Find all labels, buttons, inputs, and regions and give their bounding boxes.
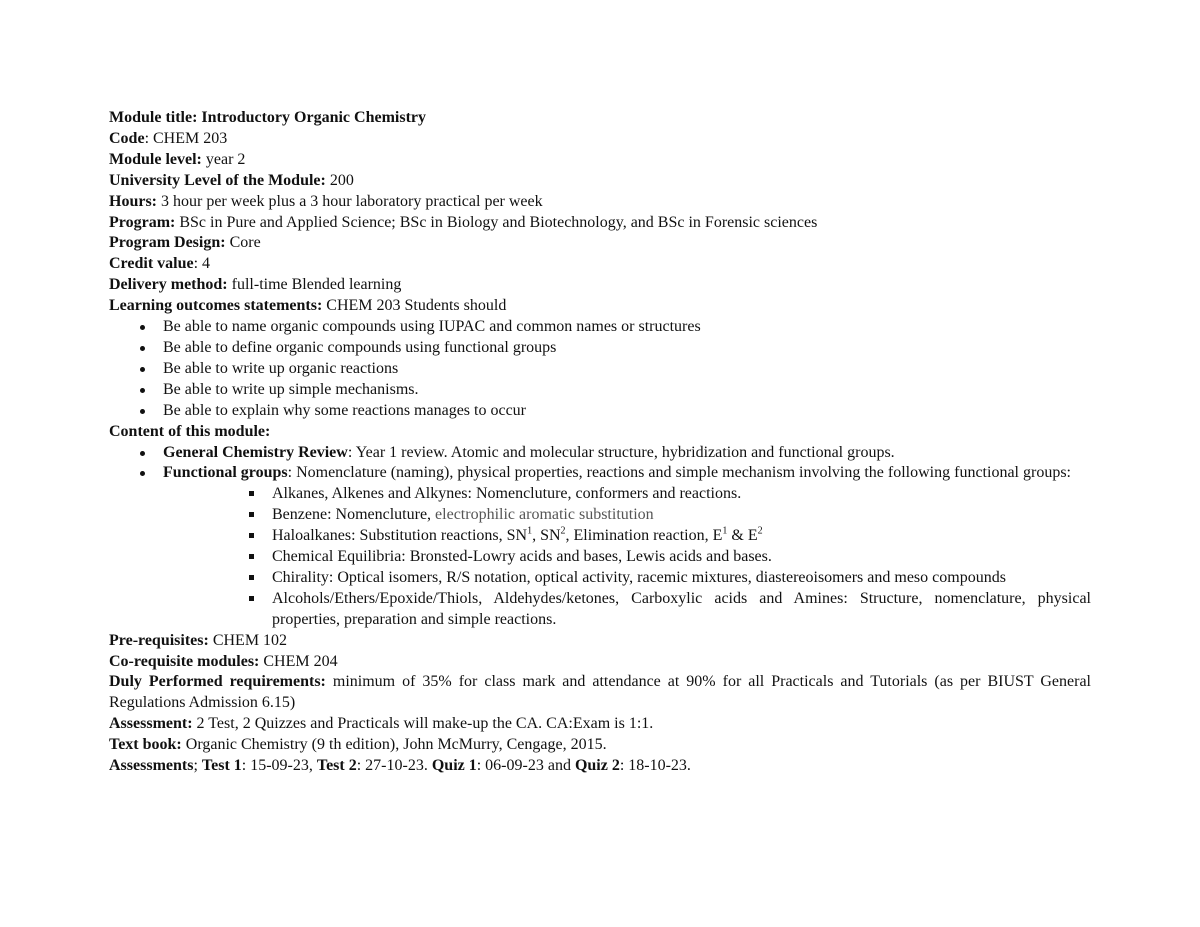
textbook-label: Text book: bbox=[109, 736, 182, 754]
halo-text-4: & E bbox=[727, 527, 758, 545]
content-heading bbox=[109, 422, 1091, 443]
code-label: Code bbox=[109, 129, 145, 147]
code-line bbox=[109, 129, 1091, 150]
list-item: Be able to write up simple mechanisms. bbox=[109, 380, 1091, 401]
gcr-label: General Chemistry Review bbox=[163, 443, 348, 461]
program-line bbox=[109, 213, 1091, 234]
learning-outcomes-intro: CHEM 203 Students should bbox=[322, 297, 507, 315]
program-design-value: Core bbox=[225, 234, 261, 252]
gcr-text: : Year 1 review. Atomic and molecular structure, hybridization and functional groups. bbox=[347, 443, 895, 461]
module-title-line bbox=[109, 108, 1091, 129]
list-item: Be able to name organic compounds using IUPAC and common names or structures bbox=[109, 317, 1091, 338]
sub-item-alcohols: Alcohols/Ethers/Epoxide/Thiols, Aldehydes/ketones, Carboxylic acids and Amines: Structure, nomenclature, physical properties, preparation and simple reactions. bbox=[163, 589, 1091, 631]
module-title-value: Introductory Organic Chemistry bbox=[201, 109, 426, 126]
halo-sup-4: 2 bbox=[757, 525, 763, 537]
quiz1-label: Quiz 1 bbox=[431, 757, 477, 775]
sub-item-equilibria: Chemical Equilibria: Bronsted-Lowry acids and bases, Lewis acids and bases. bbox=[163, 547, 1091, 568]
quiz1-value: : 06-09-23 and bbox=[476, 757, 575, 775]
module-level-line bbox=[109, 150, 1091, 171]
learning-outcomes-label: Learning outcomes statements: bbox=[109, 297, 323, 315]
corequisites-line bbox=[109, 652, 1091, 673]
sub-item-alkanes: Alkanes, Alkenes and Alkynes: Nomencluture, conformers and reactions. bbox=[163, 484, 1091, 505]
list-item: Be able to write up organic reactions bbox=[109, 359, 1091, 380]
corequisites-label: Co-requisite modules: bbox=[109, 652, 260, 670]
program-label: Program: bbox=[109, 213, 176, 231]
sub-item-haloalkanes bbox=[163, 526, 1091, 547]
functional-groups-sublist bbox=[109, 484, 1091, 630]
halo-sup-3: 1 bbox=[722, 525, 728, 537]
general-chemistry-review-item bbox=[109, 443, 1091, 464]
sub-item-benzene bbox=[163, 505, 1091, 526]
learning-outcomes-heading bbox=[109, 296, 1091, 317]
test2-label: Test 2 bbox=[316, 757, 357, 775]
module-level-label: Module level: bbox=[109, 150, 202, 168]
assessment-line bbox=[109, 714, 1091, 735]
functional-groups-text bbox=[163, 463, 1091, 484]
university-level-label: University Level of the Module: bbox=[109, 171, 326, 189]
quiz2-label: Quiz 2 bbox=[574, 757, 620, 775]
content-label: Content of this module: bbox=[109, 422, 271, 440]
benzene-text: Benzene: Nomencluture, bbox=[272, 506, 436, 524]
credit-value-label: Credit value bbox=[109, 255, 194, 273]
delivery-method-line bbox=[109, 275, 1091, 296]
hours-line bbox=[109, 192, 1091, 213]
test1-value: : 15-09-23, bbox=[241, 757, 317, 775]
university-level-line bbox=[109, 171, 1091, 192]
quiz2-value: : 18-10-23. bbox=[619, 757, 691, 775]
module-title-label: Module title: bbox=[109, 109, 198, 126]
test2-value: : 27-10-23. bbox=[356, 757, 432, 775]
code-value: : CHEM 203 bbox=[144, 129, 228, 147]
credit-value-value: : 4 bbox=[193, 255, 211, 273]
halo-sup-1: 1 bbox=[527, 525, 533, 537]
halo-sup-2: 2 bbox=[560, 525, 566, 537]
program-design-line bbox=[109, 233, 1091, 254]
functional-groups-item bbox=[109, 463, 1091, 630]
benzene-highlight: electrophilic aromatic substitution bbox=[435, 506, 654, 524]
test1-label: Test 1 bbox=[201, 757, 242, 775]
module-level-value: year 2 bbox=[201, 150, 246, 168]
prerequisites-value: CHEM 102 bbox=[208, 631, 288, 649]
credit-value-line bbox=[109, 254, 1091, 275]
fg-label: Functional groups bbox=[163, 464, 288, 482]
halo-text-3: , Elimination reaction, E bbox=[565, 527, 723, 545]
assessment-schedule-line bbox=[109, 756, 1091, 777]
duly-performed-paragraph bbox=[109, 672, 1091, 714]
delivery-method-label: Delivery method: bbox=[109, 276, 228, 294]
assessment-value: 2 Test, 2 Quizzes and Practicals will make-up the CA. CA:Exam is 1:1. bbox=[192, 715, 654, 733]
schedule-label: Assessments bbox=[109, 757, 194, 775]
assessment-label: Assessment: bbox=[109, 715, 193, 733]
prerequisites-label: Pre-requisites: bbox=[109, 631, 209, 649]
textbook-value: Organic Chemistry (9 th edition), John McMurry, Cengage, 2015. bbox=[181, 736, 607, 754]
sub-item-chirality: Chirality: Optical isomers, R/S notation, optical activity, racemic mixtures, diastereoisomers and meso compounds bbox=[163, 568, 1091, 589]
halo-text-1: Haloalkanes: Substitution reactions, SN bbox=[272, 527, 528, 545]
list-item: Be able to explain why some reactions manages to occur bbox=[109, 401, 1091, 422]
list-item: Be able to define organic compounds using functional groups bbox=[109, 338, 1091, 359]
content-list bbox=[109, 443, 1091, 631]
hours-label: Hours: bbox=[109, 192, 157, 210]
delivery-method-value: full-time Blended learning bbox=[227, 276, 402, 294]
program-design-label: Program Design: bbox=[109, 234, 226, 252]
duly-performed-value: minimum of 35% for class mark and attendance at 90% for all Practicals and Tutorials (as per BIUST General Regulations Admission 6.15) bbox=[109, 673, 1091, 712]
prerequisites-line bbox=[109, 631, 1091, 652]
fg-text: : Nomenclature (naming), physical properties, reactions and simple mechanism involving the following functional groups: bbox=[287, 464, 1071, 482]
learning-outcomes-list bbox=[109, 317, 1091, 422]
halo-text-2: , SN bbox=[532, 527, 561, 545]
program-value: BSc in Pure and Applied Science; BSc in Biology and Biotechnology, and BSc in Forensic sciences bbox=[175, 213, 818, 231]
university-level-value: 200 bbox=[325, 171, 354, 189]
schedule-sep: ; bbox=[193, 757, 202, 775]
module-document bbox=[109, 108, 1091, 777]
duly-performed-label: Duly Performed requirements: bbox=[109, 673, 326, 691]
textbook-line bbox=[109, 735, 1091, 756]
corequisites-value: CHEM 204 bbox=[259, 652, 338, 670]
hours-value: 3 hour per week plus a 3 hour laboratory practical per week bbox=[157, 192, 543, 210]
